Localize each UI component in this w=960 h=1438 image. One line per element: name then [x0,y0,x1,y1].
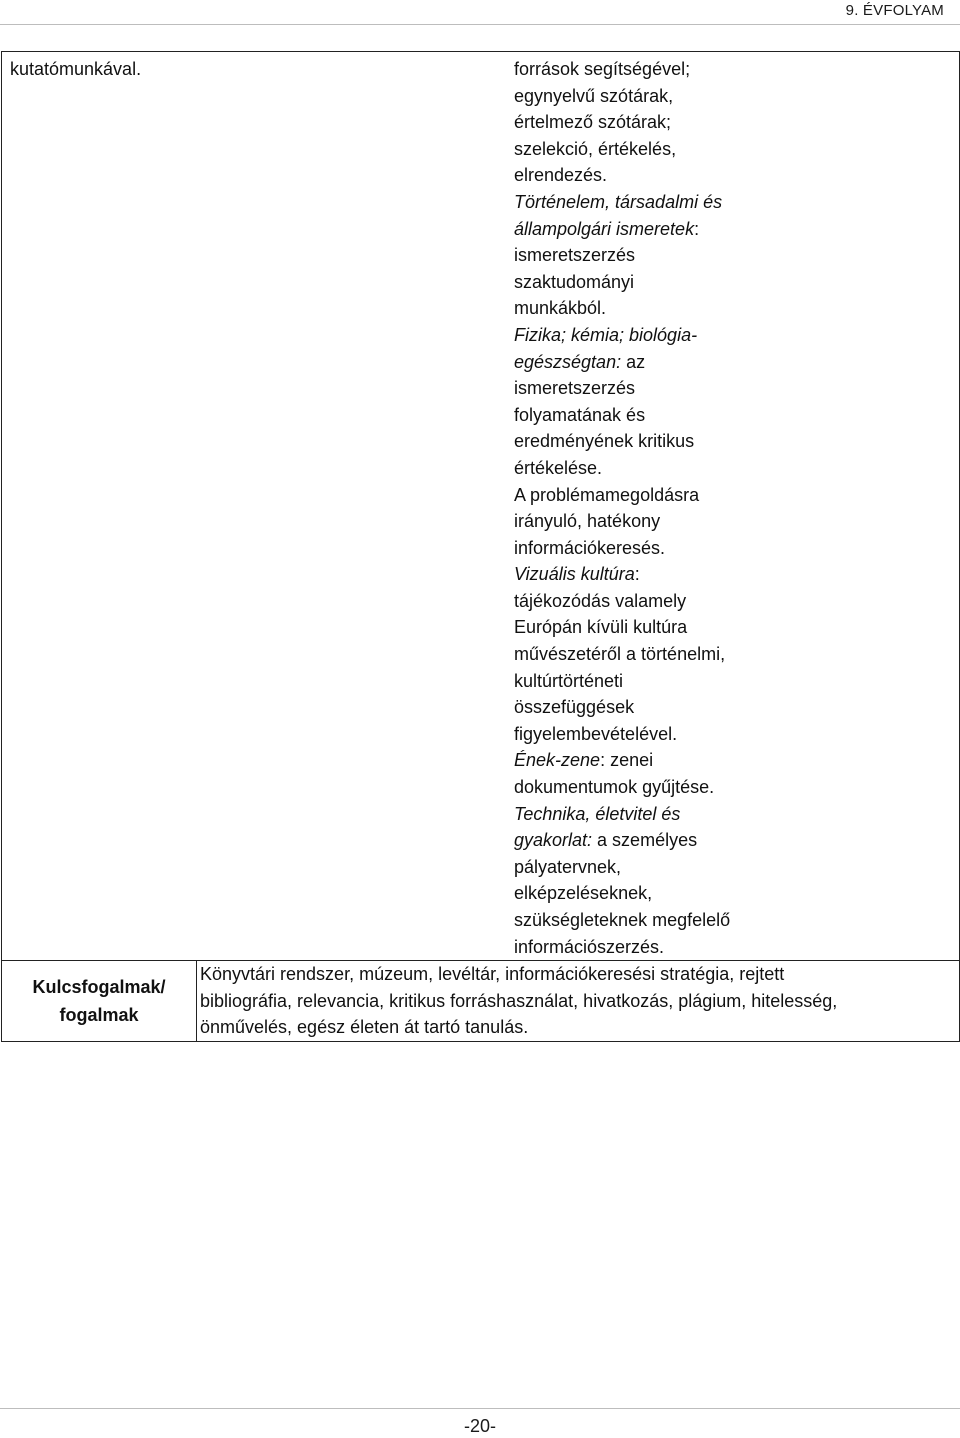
links-line-text: A problémamegoldásra [514,484,700,505]
links-line [514,428,955,455]
links-line-text: irányuló, hatékony [514,511,661,532]
links-line [514,854,955,881]
links-line-text: elrendezés. [514,165,608,186]
page-number: -20- [463,1416,496,1436]
links-line-text: elképzeléseknek, [514,883,653,904]
links-line-text: munkákból. [514,298,607,319]
links-line-text: eredményének kritikus [514,431,695,452]
links-line-text: a személyes [592,830,698,851]
links-line-text: dokumentumok gyűjtése. [514,777,715,798]
cross-curricular-links [2,52,959,960]
links-line-text: szükségleteknek megfelelő [514,910,731,930]
links-line-text: kultúrtörténeti [514,670,624,691]
links-line [514,934,955,961]
links-line-text: egynyelvű szótárak, [514,85,674,106]
links-line [514,508,955,535]
links-line [514,402,955,429]
curriculum-table [1,51,960,1042]
links-line-text: értelmező szótárak; [514,112,672,133]
links-line [514,588,955,615]
links-line-text: tájékozódás valamely [514,590,687,611]
links-line [514,614,955,641]
keyterms-line: bibliográfia, relevancia, kritikus forráshasználat, hivatkozás, plágium, hitelesség, [200,990,838,1011]
links-line [514,322,955,349]
links-line [514,774,955,801]
links-line [514,907,955,934]
links-line-text: : [694,218,700,239]
links-line [514,375,955,402]
links-line-text: művészetéről a történelmi, [514,644,726,665]
links-line-italic: Ének-zene [514,750,601,771]
links-line [514,109,955,136]
keyterms-label-line1: Kulcsfogalmak/ [32,977,166,998]
keyterms-label-cell [2,961,197,1042]
links-line-text: : [634,564,640,585]
links-line-text: források segítségével; [514,59,691,79]
links-line-text: információszerzés. [514,936,665,957]
activity-cell [2,52,960,961]
links-line-text: szelekció, értékelés, [514,138,677,159]
keyterms-row [2,961,960,1042]
links-line-text: figyelembevételével. [514,723,678,744]
links-line-italic: Technika, életvitel és [514,803,681,824]
links-line-text: : zenei [600,750,654,771]
links-line-italic: egészségtan: [514,351,622,372]
links-line [514,56,955,83]
links-line [514,561,955,588]
links-line [514,269,955,296]
links-line [514,455,955,482]
links-line-text: szaktudományi [514,271,635,292]
keyterms-line: önművelés, egész életen át tartó tanulás. [200,1017,529,1038]
links-line [514,83,955,110]
links-line [514,694,955,721]
links-line-text: pályatervnek, [514,856,622,877]
links-line [514,189,955,216]
links-line-text: összefüggések [514,697,635,718]
links-line-italic: Történelem, társadalmi és [514,191,723,212]
keyterms-line: Könyvtári rendszer, múzeum, levéltár, információkeresési stratégia, rejtett [200,964,785,985]
links-line [514,721,955,748]
links-line [514,482,955,509]
links-line [514,880,955,907]
links-line-text: információkeresés. [514,537,666,558]
links-line-text: az [621,351,646,372]
keyterms-content-cell [197,961,960,1042]
footer-rule [0,1408,960,1409]
links-line-italic: gyakorlat: [514,830,593,851]
links-line [514,349,955,376]
links-line [514,668,955,695]
links-line [514,216,955,243]
activity-text: kutatómunkával. [10,59,142,79]
links-line-text: ismeretszerzés [514,378,636,399]
links-line [514,641,955,668]
links-line-italic: Fizika; kémia; biológia- [514,324,698,345]
links-line-text: ismeretszerzés [514,245,636,266]
activity-row [2,52,960,961]
links-line-text: Európán kívüli kultúra [514,617,688,638]
links-line [514,747,955,774]
links-line-italic: állampolgári ismeretek [514,218,695,239]
links-line-text: értékelése. [514,457,603,478]
links-line [514,242,955,269]
links-line [514,136,955,163]
links-line [514,535,955,562]
running-header-grade: 9. ÉVFOLYAM [845,2,944,19]
links-line [514,827,955,854]
links-line [514,295,955,322]
links-line-italic: Vizuális kultúra [514,564,635,585]
links-line [514,801,955,828]
links-line [514,162,955,189]
header-rule [0,24,960,25]
links-line-text: folyamatának és [514,404,646,425]
keyterms-label-line2: fogalmak [59,1005,139,1026]
